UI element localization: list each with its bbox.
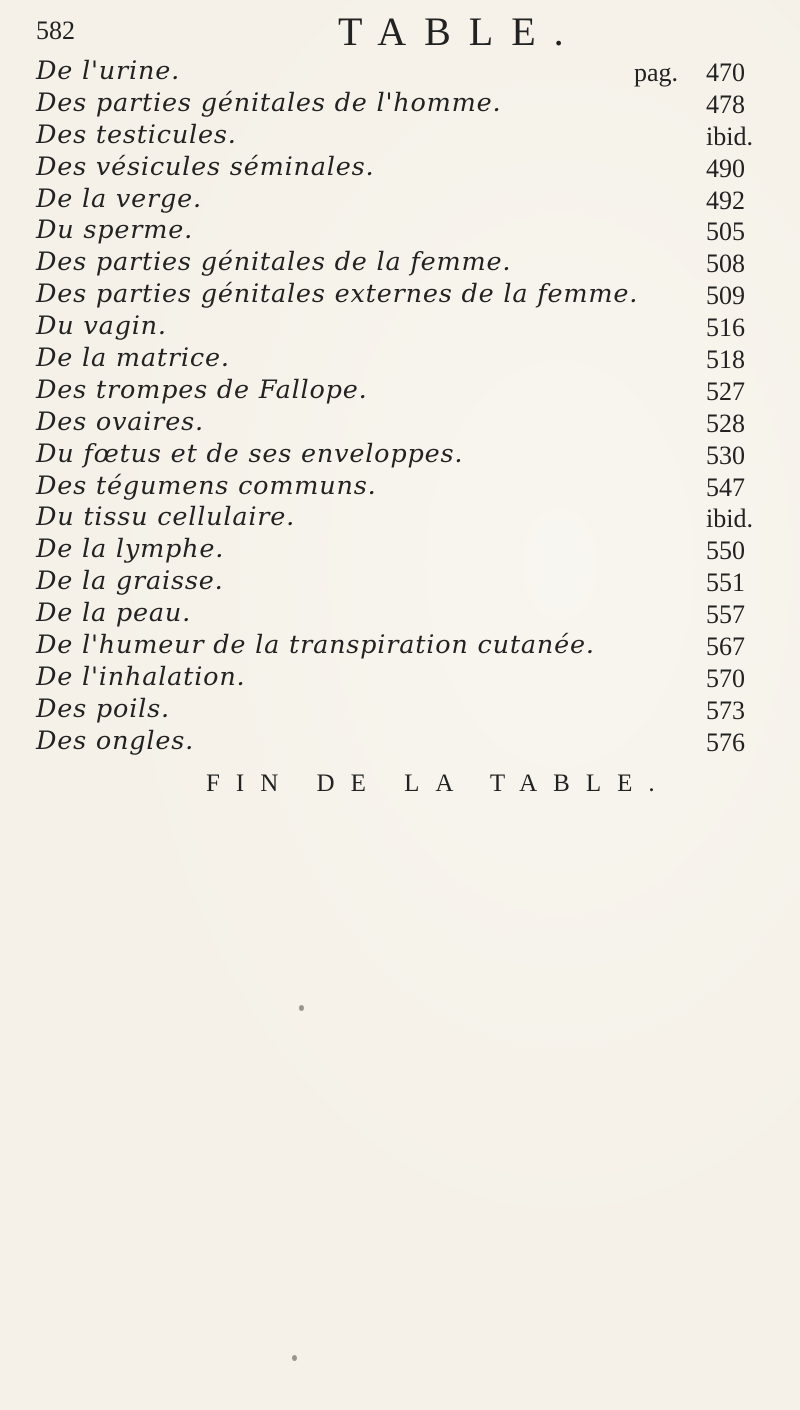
toc-entry (36, 247, 776, 279)
entry-page: 570 (706, 663, 745, 693)
toc-entry (36, 630, 776, 662)
entry-page: 528 (706, 408, 745, 438)
entry-page: 557 (706, 600, 745, 630)
entry-title: De la peau. (36, 598, 192, 629)
entry-page: ibid. (706, 504, 753, 534)
entry-title: Des vésicules séminales. (36, 151, 375, 182)
entry-title: Du vagin. (36, 311, 167, 342)
entry-page: 576 (706, 727, 745, 757)
entry-title: Des trompes de Fallope. (36, 374, 368, 405)
toc-entry (36, 598, 776, 630)
entry-page: 505 (706, 217, 745, 247)
entry-title: Des poils. (36, 693, 170, 724)
entry-title: Du fœtus et de ses enveloppes. (36, 438, 464, 469)
entry-page: 550 (706, 536, 745, 566)
entry-page: 492 (706, 185, 745, 215)
toc-entry (36, 343, 776, 375)
toc-entry (36, 215, 776, 247)
paper-spot (292, 1355, 297, 1361)
toc-entry (36, 726, 776, 758)
entry-page: 551 (706, 568, 745, 598)
entry-page: 518 (706, 345, 745, 375)
entry-page: 527 (706, 376, 745, 406)
page-header (36, 6, 596, 56)
entry-title: Des parties génitales de la femme. (36, 247, 512, 278)
toc-entry (36, 566, 776, 598)
entry-title: Des ongles. (36, 725, 195, 756)
running-title: TABLE. (338, 9, 582, 54)
table-of-contents (36, 56, 776, 758)
toc-entry (36, 534, 776, 566)
entry-page: 567 (706, 632, 745, 662)
toc-entry (36, 311, 776, 343)
entry-page: 573 (706, 695, 745, 725)
entry-title: De l'urine. (36, 56, 180, 86)
entry-title: De l'humeur de la transpiration cutanée. (36, 630, 595, 661)
entry-title: Du sperme. (36, 215, 194, 246)
pag-label: pag. (634, 58, 679, 87)
entry-title: Des testicules. (36, 119, 237, 150)
entry-title: De la matrice. (36, 343, 230, 374)
end-of-table-footer: FIN DE LA TABLE. (206, 770, 671, 797)
toc-entry (36, 88, 776, 120)
entry-title: De l'inhalation. (36, 661, 246, 692)
entry-page: ibid. (706, 121, 753, 151)
page-number: 582 (36, 16, 75, 45)
entry-page: 547 (706, 472, 745, 502)
entry-page: 516 (706, 313, 745, 343)
toc-entry (36, 662, 776, 694)
entry-title: De la lymphe. (36, 534, 225, 565)
entry-title: Des parties génitales de l'homme. (36, 87, 502, 118)
toc-entry (36, 279, 776, 311)
toc-entry (36, 471, 776, 503)
paper-spot (299, 1005, 304, 1011)
entry-title: Des ovaires. (36, 406, 204, 437)
toc-entry (36, 407, 776, 439)
entry-page: 490 (706, 153, 745, 183)
entry-title: De la graisse. (36, 566, 224, 597)
toc-entry (36, 375, 776, 407)
toc-entry (36, 502, 776, 534)
entry-title: Des parties génitales externes de la femme. (36, 279, 639, 310)
entry-page: 509 (706, 281, 745, 311)
entry-title: Des tégumens communs. (36, 470, 377, 501)
entry-page: 508 (706, 249, 745, 279)
toc-entry (36, 439, 776, 471)
entry-page: 470 (706, 58, 745, 87)
entry-title: De la verge. (36, 183, 202, 214)
entry-title: Du tissu cellulaire. (36, 502, 296, 533)
toc-entry (36, 694, 776, 726)
toc-entry (36, 120, 776, 152)
toc-entry (36, 152, 776, 184)
entry-page: 478 (706, 89, 745, 119)
entry-page: 530 (706, 440, 745, 470)
toc-entry (36, 56, 776, 88)
toc-entry (36, 184, 776, 216)
